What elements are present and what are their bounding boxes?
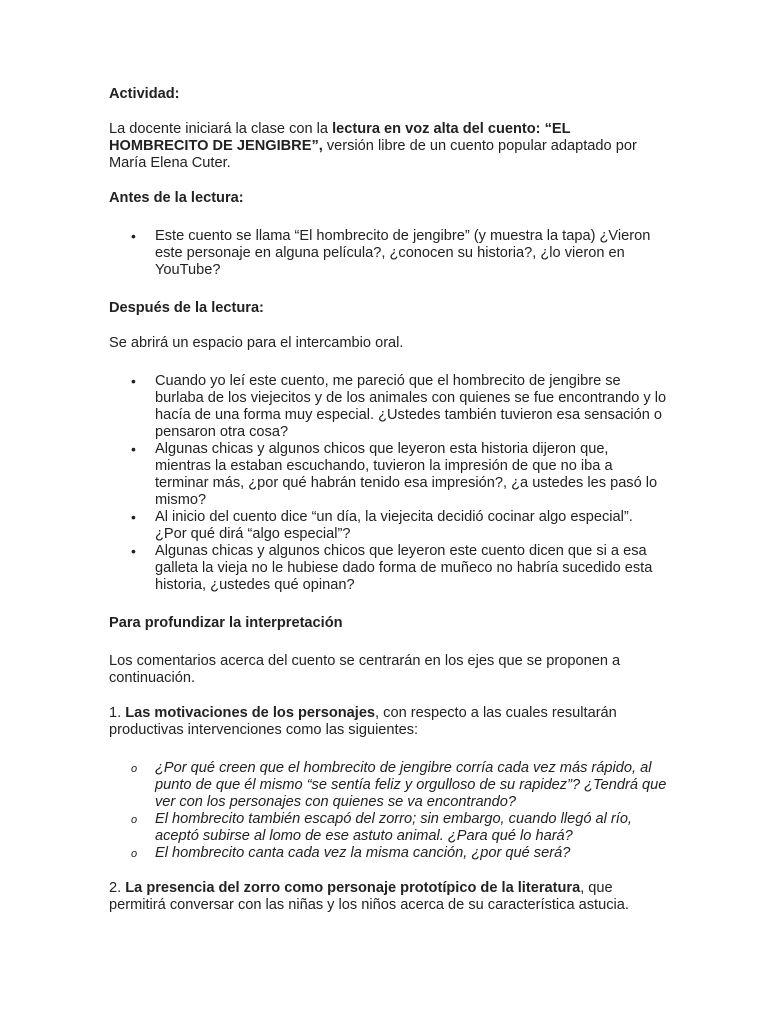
profundizar-paragraph: Los comentarios acerca del cuento se centrarán en los ejes que se proponen a continuación.	[109, 653, 621, 686]
list-item: • Algunas chicas y algunos chicos que leyeron este cuento dicen que si a esa galleta la vieja no le hubiese dado forma de muñeco no habría sucedido esta historia, ¿ustedes qué opinan?	[109, 543, 668, 594]
list-item: • Algunas chicas y algunos chicos que leyeron esta historia dijeron que, mientras la estaban escuchando, tuvieron la impresión de que no iba a terminar más, ¿por qué habrán tenido esa impresión?, ¿a ustedes les pasó lo mismo?	[109, 441, 668, 509]
list-item: o El hombrecito canta cada vez la misma canción, ¿por qué será?	[109, 845, 668, 862]
despues-paragraph: Se abrirá un espacio para el intercambio oral.	[109, 335, 404, 351]
eje-1-text: , con respecto a las cuales resultarán productivas intervenciones como las siguientes:	[109, 705, 617, 738]
despues-list	[109, 373, 668, 594]
list-item: • Al inicio del cuento dice “un día, la viejecita decidió cocinar algo especial”. ¿Por qué dirá “algo especial”?	[109, 509, 668, 543]
eje-1-number: 1.	[109, 705, 126, 721]
eje-2-title: La presencia del zorro como personaje prototípico de la literatura	[125, 880, 581, 896]
profundizar-heading: Para profundizar la interpretación	[109, 615, 343, 631]
actividad-intro-text: La docente iniciará la clase con la	[109, 121, 333, 137]
list-item: o ¿Por qué creen que el hombrecito de jengibre corría cada vez más rápido, al punto de que él mismo “se sentía feliz y orgulloso de su rapidez”? ¿Tendrá que ver con los personajes con quienes se va encontrando?	[109, 760, 668, 811]
antes-heading: Antes de la lectura:	[109, 190, 244, 206]
story-title-bold: lectura en voz alta del cuento: “EL HOMBRECITO DE JENGIBRE”,	[109, 121, 571, 154]
list-item: • Este cuento se llama “El hombrecito de jengibre” (y muestra la tapa) ¿Vieron este personaje en alguna película?, ¿conocen su historia?, ¿lo vieron en YouTube?	[109, 228, 668, 279]
eje-1-title: Las motivaciones de los personajes	[125, 705, 376, 721]
list-item: o El hombrecito también escapó del zorro; sin embargo, cuando llegó al río, aceptó subirse al lomo de ese astuto animal. ¿Para qué lo hará?	[109, 811, 668, 845]
eje-1-paragraph	[109, 705, 668, 739]
eje-1-list	[109, 760, 668, 862]
eje-2-text: , que permitirá conversar con las niñas y los niños acerca de su característica astucia.	[109, 880, 629, 913]
antes-list	[109, 228, 668, 279]
actividad-paragraph	[109, 121, 668, 172]
eje-2-paragraph	[109, 880, 668, 914]
actividad-intro-rest: versión libre de un cuento popular adaptado por María Elena Cuter.	[109, 138, 637, 171]
eje-2-number: 2.	[109, 880, 126, 896]
actividad-heading: Actividad:	[109, 86, 180, 102]
despues-heading: Después de la lectura:	[109, 300, 264, 316]
list-item: • Cuando yo leí este cuento, me pareció que el hombrecito de jengibre se burlaba de los viejecitos y de los animales con quienes se fue encontrando y lo hacía de una forma muy especial. ¿Ustedes también tuvieron esa sensación o pensaron otra cosa?	[109, 373, 668, 441]
